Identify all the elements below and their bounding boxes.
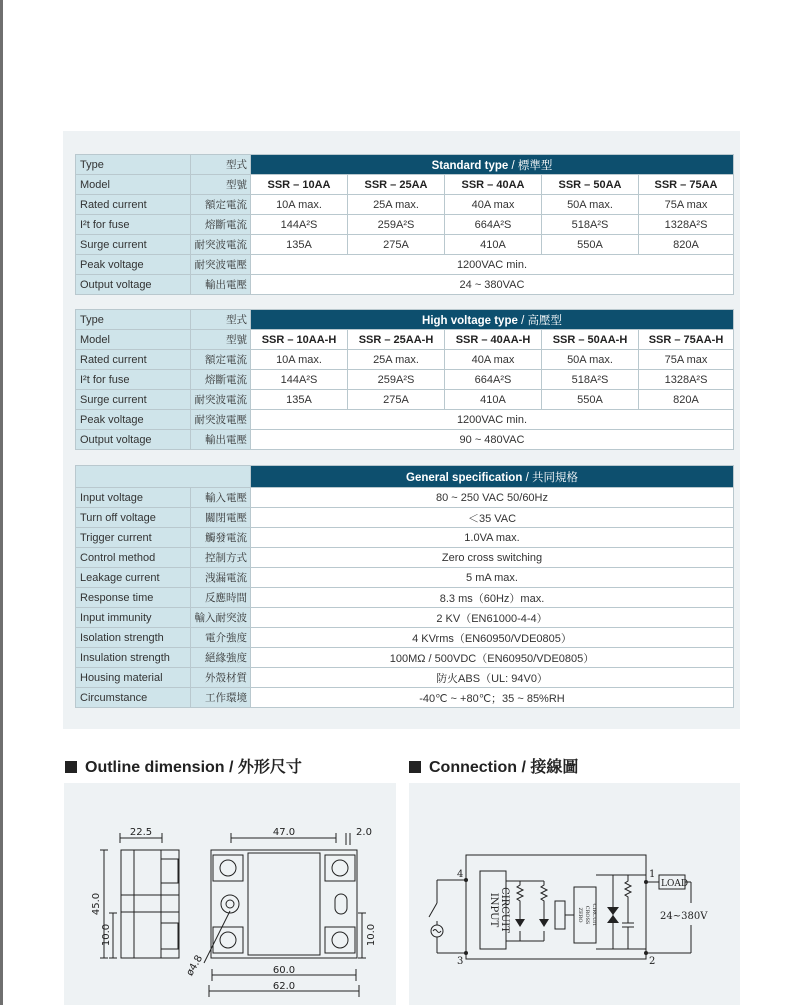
- voltage-label: 24~380V: [660, 911, 708, 922]
- row-label: Turn off voltage: [76, 508, 191, 528]
- row-label: Output voltage: [76, 275, 191, 295]
- row-label: Trigger current: [76, 528, 191, 548]
- terminal-4-label: 4: [457, 869, 464, 880]
- type-label-zh: 型式: [191, 155, 251, 175]
- table-row: [76, 548, 734, 568]
- dim-60-0: 60.0: [272, 965, 296, 976]
- row-label: Housing material: [76, 668, 191, 688]
- input-circuit-label-2: CIRCUIT: [499, 887, 510, 933]
- row-label: Input voltage: [76, 488, 191, 508]
- value-cell: 275A: [348, 235, 445, 255]
- row-label-zh: 耐突波電流: [191, 235, 251, 255]
- table-row: [76, 370, 734, 390]
- value-cell: 24 ~ 380VAC: [251, 275, 734, 295]
- value-cell: 135A: [251, 390, 348, 410]
- table-row: [76, 255, 734, 275]
- row-label: Surge current: [76, 235, 191, 255]
- row-label-zh: 輸出電壓: [191, 275, 251, 295]
- table-row: [76, 215, 734, 235]
- row-label-zh: 輸入電壓: [191, 488, 251, 508]
- cross-label: CROSS: [584, 905, 590, 925]
- table-row: [76, 275, 734, 295]
- value-cell: 664A²S: [445, 370, 542, 390]
- connection-figure: [409, 783, 740, 1005]
- value-cell: 防火ABS（UL: 94V0）: [251, 668, 734, 688]
- table-row: [76, 608, 734, 628]
- value-cell: 664A²S: [445, 215, 542, 235]
- terminal-2-label: 2: [649, 956, 656, 967]
- table-row: [76, 235, 734, 255]
- row-label-zh: 耐突波電壓: [191, 255, 251, 275]
- value-cell: ＜35 VAC: [251, 508, 734, 528]
- connection-title: Connection / 接線圖: [409, 754, 578, 777]
- value-cell: 1328A²S: [639, 370, 734, 390]
- row-label-zh: 反應時間: [191, 588, 251, 608]
- row-label-zh: 輸出電壓: [191, 430, 251, 450]
- row-label: Insulation strength: [76, 648, 191, 668]
- value-cell: 410A: [445, 235, 542, 255]
- row-label-zh: 熔斷電流: [191, 215, 251, 235]
- model-cell: SSR – 10AA: [251, 175, 348, 195]
- row-label-zh: 絕緣強度: [191, 648, 251, 668]
- table-row: [76, 508, 734, 528]
- row-label: Surge current: [76, 390, 191, 410]
- type-label: Type: [76, 155, 191, 175]
- dim-45-0: 45.0: [91, 892, 102, 916]
- value-cell: 40A max: [445, 195, 542, 215]
- table-row: [76, 310, 734, 330]
- row-label: Input immunity: [76, 608, 191, 628]
- outline-drawing: [64, 783, 396, 1005]
- value-cell: 75A max: [639, 350, 734, 370]
- value-cell: Zero cross switching: [251, 548, 734, 568]
- value-cell: 259A²S: [348, 370, 445, 390]
- value-cell: 1200VAC min.: [251, 410, 734, 430]
- table-row: [76, 155, 734, 175]
- value-cell: 518A²S: [542, 370, 639, 390]
- value-cell: 75A max: [639, 195, 734, 215]
- row-label-zh: 工作環境: [191, 688, 251, 708]
- row-label-zh: 電介強度: [191, 628, 251, 648]
- value-cell: 10A max.: [251, 195, 348, 215]
- dim-hole-4-8: ø4.8: [184, 953, 206, 979]
- model-cell: SSR – 40AA-H: [445, 330, 542, 350]
- row-label: Control method: [76, 548, 191, 568]
- value-cell: 4 KVrms（EN60950/VDE0805）: [251, 628, 734, 648]
- model-label: Model: [76, 175, 191, 195]
- circuit2-label: CIRCUIT: [591, 903, 597, 927]
- value-cell: 100MΩ / 500VDC（EN60950/VDE0805）: [251, 648, 734, 668]
- table-row: [76, 628, 734, 648]
- general-spec-table: [75, 465, 734, 708]
- value-cell: 550A: [542, 235, 639, 255]
- value-cell: 135A: [251, 235, 348, 255]
- value-cell: 144A²S: [251, 215, 348, 235]
- row-label: Isolation strength: [76, 628, 191, 648]
- value-cell: 50A max.: [542, 350, 639, 370]
- row-label-zh: 額定電流: [191, 350, 251, 370]
- value-cell: -40℃ ~ +80℃；35 ~ 85%RH: [251, 688, 734, 708]
- model-label-zh: 型號: [191, 175, 251, 195]
- table-row: [76, 688, 734, 708]
- high-voltage-type-table: [75, 309, 734, 450]
- value-cell: 410A: [445, 390, 542, 410]
- row-label: Leakage current: [76, 568, 191, 588]
- row-label: Circumstance: [76, 688, 191, 708]
- table-row: [76, 175, 734, 195]
- table-row: [76, 528, 734, 548]
- table-row: [76, 350, 734, 370]
- input-circuit-label: INPUT: [488, 892, 499, 928]
- table-row: [76, 568, 734, 588]
- square-bullet-icon: [409, 761, 421, 773]
- value-cell: 144A²S: [251, 370, 348, 390]
- dim-10-0-right: 10.0: [366, 923, 377, 947]
- table-row: [76, 588, 734, 608]
- model-cell: SSR – 50AA-H: [542, 330, 639, 350]
- terminal-3-label: 3: [457, 956, 464, 967]
- model-cell: SSR – 75AA-H: [639, 330, 734, 350]
- row-label-zh: 洩漏電流: [191, 568, 251, 588]
- model-cell: SSR – 25AA: [348, 175, 445, 195]
- outline-dimension-title: Outline dimension / 外形尺寸: [65, 754, 302, 777]
- standard-type-table: [75, 154, 734, 295]
- value-cell: 259A²S: [348, 215, 445, 235]
- model-cell: SSR – 40AA: [445, 175, 542, 195]
- dim-2-0: 2.0: [356, 827, 372, 838]
- type-label: Type: [76, 310, 191, 330]
- row-label-zh: 耐突波電流: [191, 390, 251, 410]
- dim-10-0-left: 10.0: [101, 923, 112, 947]
- connection-diagram: [409, 783, 740, 1005]
- general-spec-header: General specification / 共同規格: [251, 466, 734, 488]
- table-row: [76, 648, 734, 668]
- value-cell: 275A: [348, 390, 445, 410]
- row-label-zh: 外殼材質: [191, 668, 251, 688]
- load-label: LOAD: [661, 879, 689, 889]
- value-cell: 550A: [542, 390, 639, 410]
- outline-dimension-figure: [64, 783, 396, 1005]
- row-label: Peak voltage: [76, 410, 191, 430]
- value-cell: 5 mA max.: [251, 568, 734, 588]
- general-header-blank: [76, 466, 251, 488]
- model-cell: SSR – 75AA: [639, 175, 734, 195]
- terminal-1-label: 1: [649, 869, 656, 880]
- zero-label: ZERO: [577, 907, 583, 923]
- table-row: [76, 410, 734, 430]
- value-cell: 8.3 ms（60Hz）max.: [251, 588, 734, 608]
- row-label-zh: 觸發電流: [191, 528, 251, 548]
- row-label-zh: 耐突波電壓: [191, 410, 251, 430]
- row-label: I²t for fuse: [76, 370, 191, 390]
- dim-62-0: 62.0: [272, 981, 296, 992]
- value-cell: 25A max.: [348, 195, 445, 215]
- value-cell: 820A: [639, 235, 734, 255]
- table-row: [76, 668, 734, 688]
- value-cell: 40A max: [445, 350, 542, 370]
- model-cell: SSR – 50AA: [542, 175, 639, 195]
- model-label: Model: [76, 330, 191, 350]
- type-label-zh: 型式: [191, 310, 251, 330]
- model-cell: SSR – 10AA-H: [251, 330, 348, 350]
- model-cell: SSR – 25AA-H: [348, 330, 445, 350]
- value-cell: 90 ~ 480VAC: [251, 430, 734, 450]
- table-row: [76, 466, 734, 488]
- row-label-zh: 關閉電壓: [191, 508, 251, 528]
- table-row: [76, 488, 734, 508]
- value-cell: 1328A²S: [639, 215, 734, 235]
- value-cell: 50A max.: [542, 195, 639, 215]
- table-row: [76, 330, 734, 350]
- value-cell: 2 KV（EN61000-4-4）: [251, 608, 734, 628]
- value-cell: 1200VAC min.: [251, 255, 734, 275]
- row-label-zh: 輸入耐突波: [191, 608, 251, 628]
- model-label-zh: 型號: [191, 330, 251, 350]
- row-label: Rated current: [76, 195, 191, 215]
- row-label-zh: 熔斷電流: [191, 370, 251, 390]
- row-label: Response time: [76, 588, 191, 608]
- left-edge-bar: [0, 0, 3, 1005]
- row-label: Peak voltage: [76, 255, 191, 275]
- high-voltage-type-header: High voltage type / 高壓型: [251, 310, 734, 330]
- row-label-zh: 控制方式: [191, 548, 251, 568]
- value-cell: 25A max.: [348, 350, 445, 370]
- value-cell: 80 ~ 250 VAC 50/60Hz: [251, 488, 734, 508]
- row-label: I²t for fuse: [76, 215, 191, 235]
- value-cell: 820A: [639, 390, 734, 410]
- table-row: [76, 195, 734, 215]
- value-cell: 518A²S: [542, 215, 639, 235]
- value-cell: 10A max.: [251, 350, 348, 370]
- table-row: [76, 390, 734, 410]
- standard-type-header: Standard type / 標準型: [251, 155, 734, 175]
- square-bullet-icon: [65, 761, 77, 773]
- value-cell: 1.0VA max.: [251, 528, 734, 548]
- dim-22-5: 22.5: [129, 827, 153, 838]
- row-label: Output voltage: [76, 430, 191, 450]
- row-label-zh: 額定電流: [191, 195, 251, 215]
- dim-47-0: 47.0: [272, 827, 296, 838]
- row-label: Rated current: [76, 350, 191, 370]
- table-row: [76, 430, 734, 450]
